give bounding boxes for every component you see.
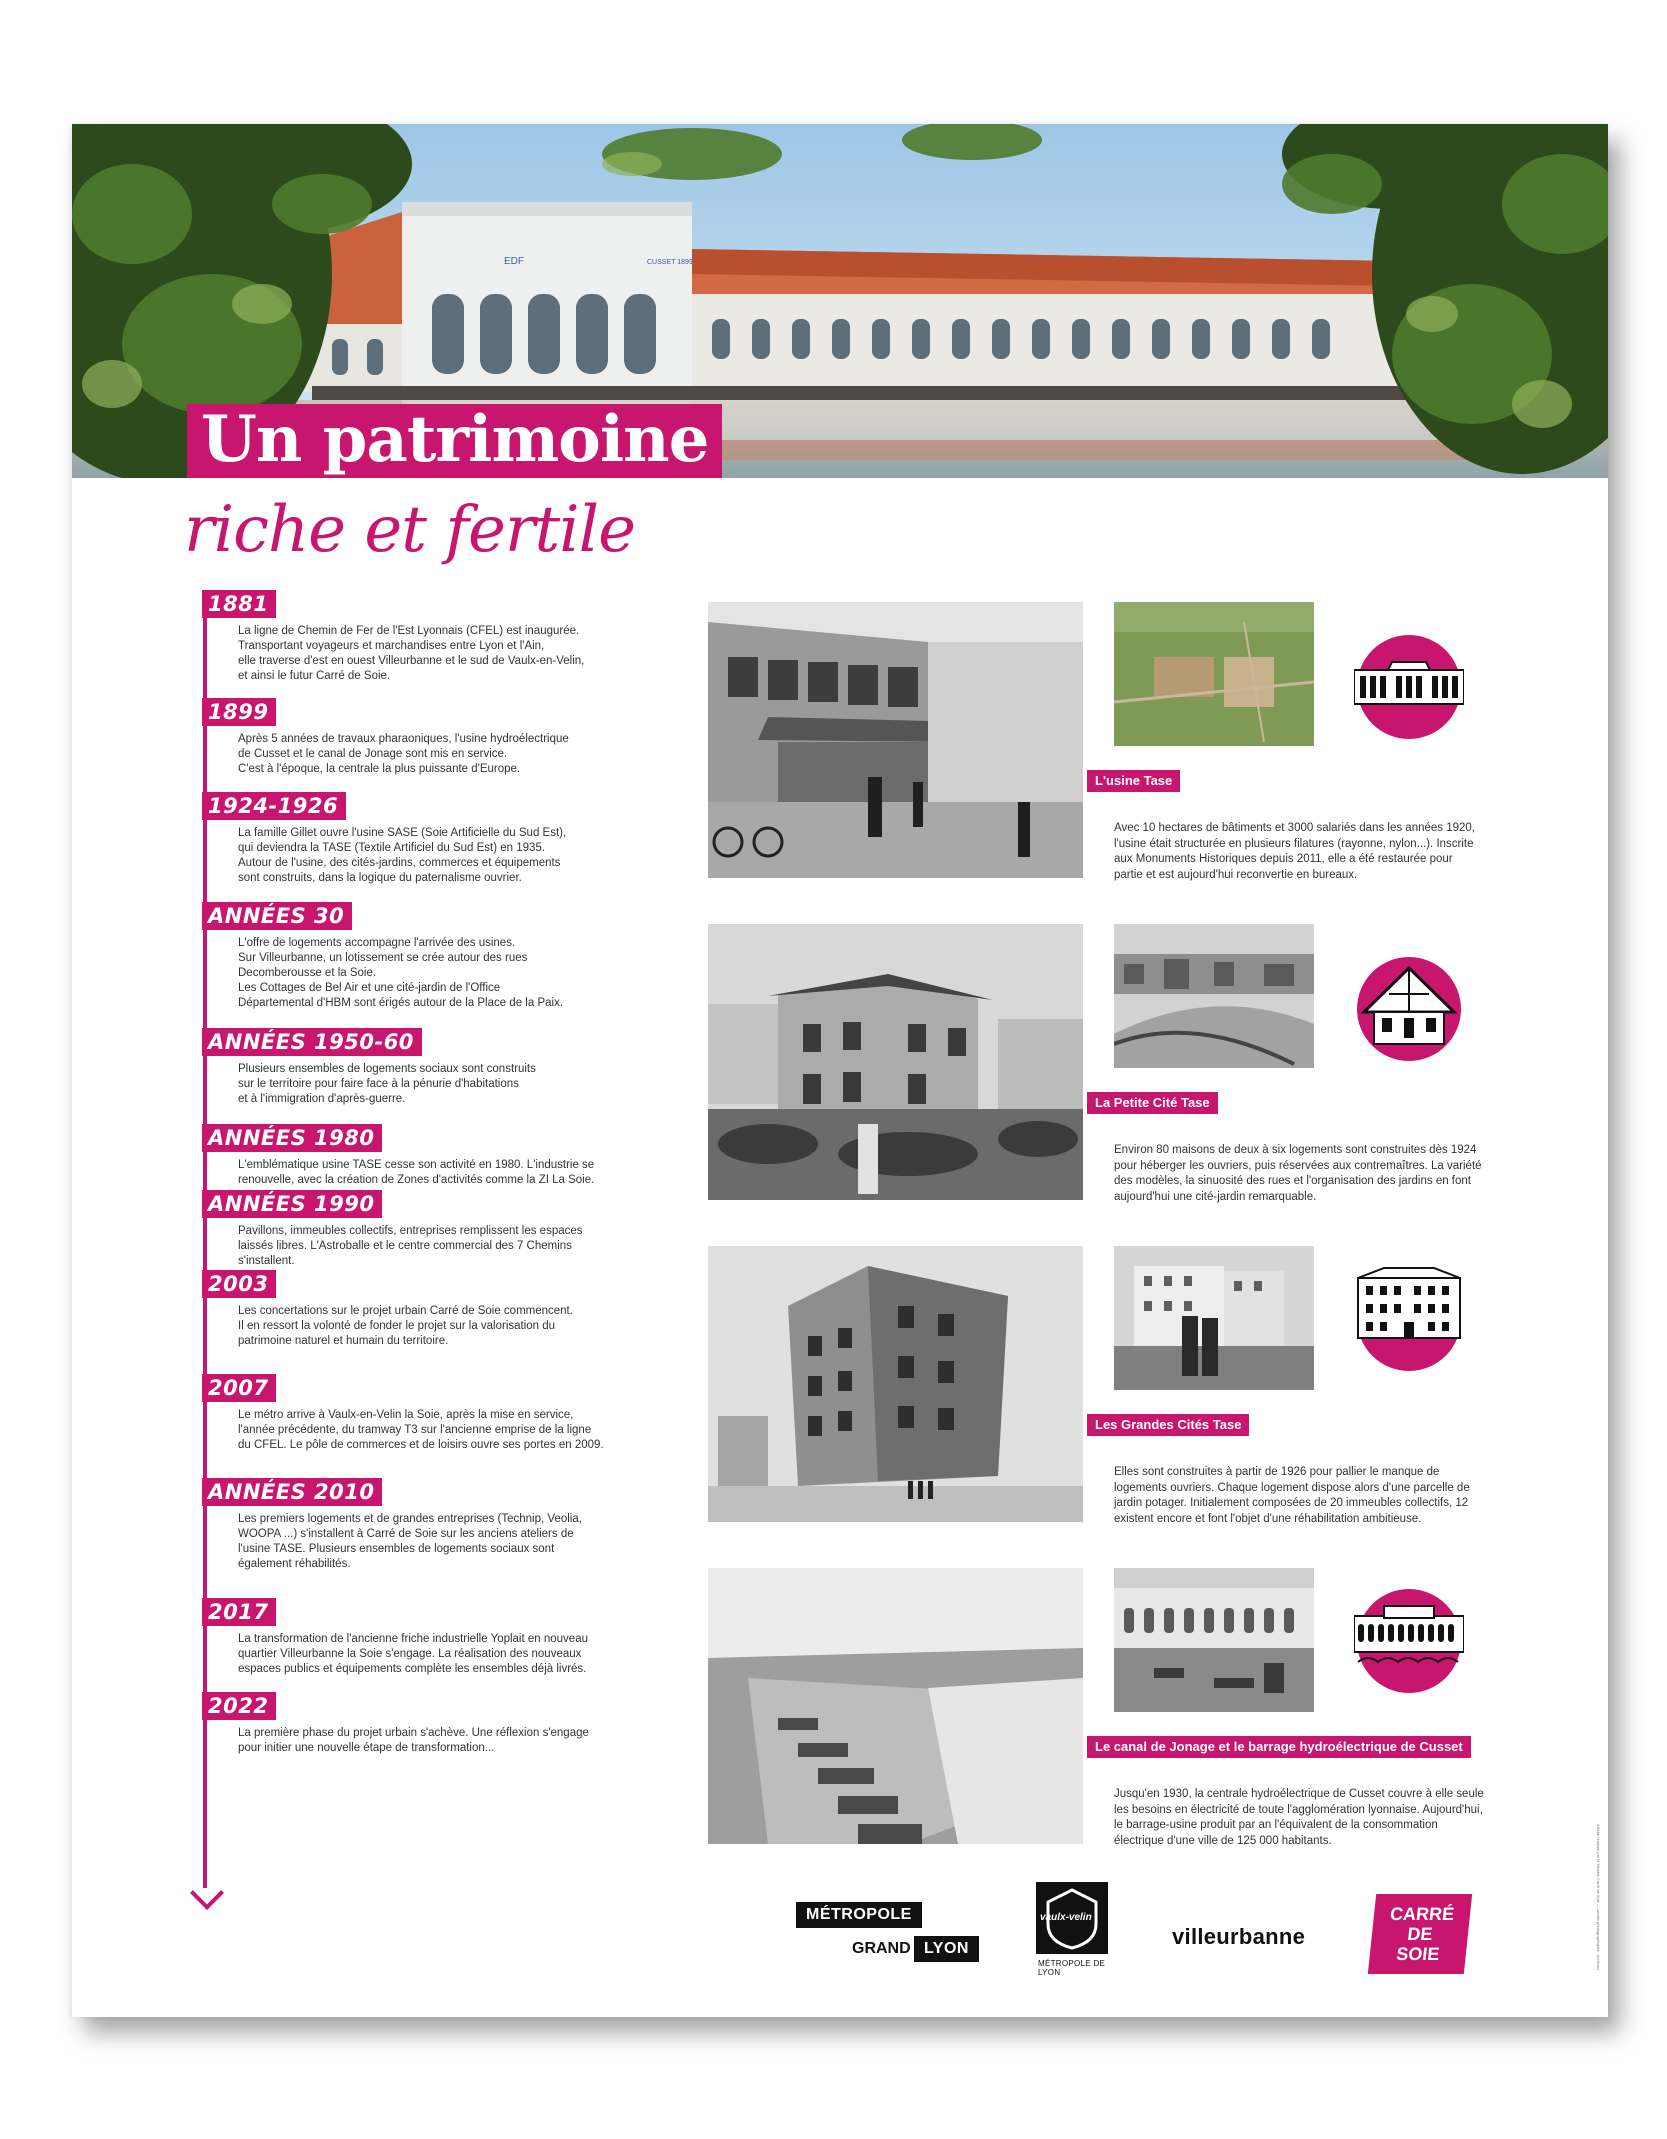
timeline-entry	[202, 1190, 642, 1269]
timeline-entry	[202, 1270, 642, 1349]
timeline-entry	[202, 1692, 642, 1756]
vaulx-name: vaulx-velin	[1040, 1912, 1092, 1923]
factory-icon	[1354, 632, 1464, 742]
site-description: Jusqu'en 1930, la centrale hydroélectrique de Cusset couvre à elle seule les besoins en électricité de toute l'agglomération lyonnaise. Aujourd'hui, le barrage-usine produit par an l'équivalent de la consommation électrique d'une ville de 125 000 habitants.	[1114, 1788, 1484, 1847]
timeline-text: La première phase du projet urbain s'achève. Une réflexion s'engage pour initier une nouvelle étape de transformation...	[238, 1727, 589, 1754]
timeline-text: Plusieurs ensembles de logements sociaux sont construits sur le territoire pour faire face à la pénurie d'habitations et à l'immigration d'après-guerre.	[238, 1063, 536, 1105]
timeline-year: 2022	[202, 1692, 276, 1720]
timeline-year: ANNÉES 30	[202, 902, 352, 930]
poster	[72, 124, 1608, 2017]
timeline-entry	[202, 590, 642, 684]
site-description: Environ 80 maisons de deux à six logements sont construites dès 1924 pour héberger les ouvriers, puis réservées aux contremaîtres. La variété des modèles, la sinuosité des rues et l'organisation des jardins en font aujourd'hui une cité-jardin remarquable.	[1114, 1144, 1482, 1203]
print-credit: Affiche réalisée par la Mission Carré de Soie — crédits photographiques : Archives	[1596, 1824, 1601, 1971]
carre-de-soie-logo	[1368, 1894, 1472, 1974]
site-label: Le canal de Jonage et le barrage hydroélectrique de Cusset	[1087, 1736, 1471, 1758]
apartment-building-icon	[1354, 1264, 1464, 1374]
metropole-logo-lyon: LYON	[914, 1936, 979, 1962]
cusset-sign: CUSSET 1899	[647, 259, 693, 266]
vaulx-en-velin-logo	[1036, 1882, 1116, 1992]
usine-tase-aerial-photo	[1114, 602, 1314, 746]
timeline-text: L'offre de logements accompagne l'arrivée des usines. Sur Villeurbanne, un lotissement se crée autour des rues Decomberousse et la Soie. Les Cottages de Bel Air et une cité-jardin de l'Office Départemental d'HBM sont érigés autour de la Place de la Paix.	[238, 937, 564, 1009]
timeline-entry	[202, 1124, 642, 1188]
carre-logo-line1: CARRÉ	[1389, 1904, 1456, 1924]
timeline-entry	[202, 1598, 642, 1677]
house-icon	[1354, 954, 1464, 1064]
timeline-text: Les premiers logements et de grandes entreprises (Technip, Veolia, WOOPA ...) s'installent à Carré de Soie sur les anciens ateliers de l'usine TASE. Plusieurs ensembles de logements sociaux sont également réhabilités.	[238, 1513, 582, 1570]
timeline-arrow-icon	[190, 1876, 224, 1910]
vaulx-sub: MÉTROPOLE DE LYON	[1038, 1959, 1106, 1977]
timeline-year: 2017	[202, 1598, 276, 1626]
timeline-year: ANNÉES 1990	[202, 1190, 382, 1218]
timeline-text: La transformation de l'ancienne friche industrielle Yoplait en nouveau quartier Villeurbanne la Soie s'engage. La réalisation des nouveaux espaces publics et équipements complète les ensembles déjà livrés.	[238, 1633, 588, 1675]
timeline-entry	[202, 792, 642, 886]
canal-jonage-photo	[708, 1568, 1083, 1844]
dam-icon	[1354, 1586, 1464, 1696]
timeline-year: 1924-1926	[202, 792, 346, 820]
petite-cite-street-photo	[1114, 924, 1314, 1068]
timeline-year: ANNÉES 1980	[202, 1124, 382, 1152]
timeline-text: L'emblématique usine TASE cesse son activité en 1980. L'industrie se renouvelle, avec la création de Zones d'activités comme la ZI La Soie.	[238, 1159, 595, 1186]
site-label: La Petite Cité Tase	[1087, 1092, 1218, 1114]
timeline-year: ANNÉES 2010	[202, 1478, 382, 1506]
timeline-text: La ligne de Chemin de Fer de l'Est Lyonnais (CFEL) est inaugurée. Transportant voyageurs et marchandises entre Lyon et l'Ain, elle traverse d'est en ouest Villeurbanne et le sud de Vaulx-en-Velin, et ainsi le futur Carré de Soie.	[238, 625, 585, 682]
site-label: L'usine Tase	[1087, 770, 1180, 792]
carre-logo-line2: DE SOIE	[1395, 1924, 1441, 1964]
grandes-cites-photo	[708, 1246, 1083, 1522]
timeline-text: Le métro arrive à Vaulx-en-Velin la Soie, après la mise en service, l'année précédente, du tramway T3 sur l'ancienne emprise de la ligne du CFEL. Le pôle de commerces et de loisirs ouvre ses portes en 2009.	[238, 1409, 604, 1451]
cusset-plant-photo	[1114, 1568, 1314, 1712]
timeline-entry	[202, 1028, 642, 1107]
metropole-logo-line1: MÉTROPOLE	[796, 1902, 922, 1928]
metropole-logo-grand: GRAND	[852, 1940, 911, 1957]
villeurbanne-logo: villeurbanne	[1172, 1924, 1306, 1949]
grandes-cites-residents-photo	[1114, 1246, 1314, 1390]
site-description: Elles sont construites à partir de 1926 pour pallier le manque de logements ouvriers. Chaque logement dispose alors d'une parcelle de jardin potager. Initialement composées de 20 immeubles collectifs, 12 existent encore et font l'objet d'une réhabilitation ambitieuse.	[1114, 1466, 1470, 1525]
timeline-text: Après 5 années de travaux pharaoniques, l'usine hydroélectrique de Cusset et le canal de Jonage sont mis en service. C'est à l'époque, la centrale la plus puissante d'Europe.	[238, 733, 569, 775]
site-description: Avec 10 hectares de bâtiments et 3000 salariés dans les années 1920, l'usine était structurée en plusieurs filatures (rayonne, nylon...). Inscrite aux Monuments Historiques depuis 2011, elle a été restaurée pour partie et est aujourd'hui reconvertie en bureaux.	[1114, 822, 1475, 881]
site-label: Les Grandes Cités Tase	[1087, 1414, 1249, 1436]
timeline-entry	[202, 698, 642, 777]
metropole-grand-lyon-logo	[796, 1902, 986, 1972]
timeline-entry	[202, 1478, 642, 1572]
petite-cite-photo	[708, 924, 1083, 1200]
timeline-text: La famille Gillet ouvre l'usine SASE (Soie Artificielle du Sud Est), qui deviendra la TASE (Textile Artificiel du Sud Est) en 1935. Autour de l'usine, des cités-jardins, commerces et équipements sont construits, dans la logique du paternalisme ouvrier.	[238, 827, 567, 884]
edf-sign: EDF	[504, 256, 524, 267]
timeline-year: 1881	[202, 590, 276, 618]
timeline-entry	[202, 1374, 642, 1453]
timeline-text: Pavillons, immeubles collectifs, entreprises remplissent les espaces laissés libres. L'Astroballe et le centre commercial des 7 Chemins s'installent.	[238, 1225, 583, 1267]
usine-tase-photo	[708, 602, 1083, 878]
poster-title-line2: riche et fertile	[184, 493, 635, 567]
timeline-entry	[202, 902, 642, 1011]
timeline-year: 1899	[202, 698, 276, 726]
timeline-year: 2003	[202, 1270, 276, 1298]
timeline-year: ANNÉES 1950-60	[202, 1028, 422, 1056]
timeline-text: Les concertations sur le projet urbain Carré de Soie commencent. Il en ressort la volonté de fonder le projet sur la valorisation du patrimoine naturel et humain du territoire.	[238, 1305, 573, 1347]
timeline-year: 2007	[202, 1374, 276, 1402]
poster-title-line1: Un patrimoine	[187, 404, 722, 478]
